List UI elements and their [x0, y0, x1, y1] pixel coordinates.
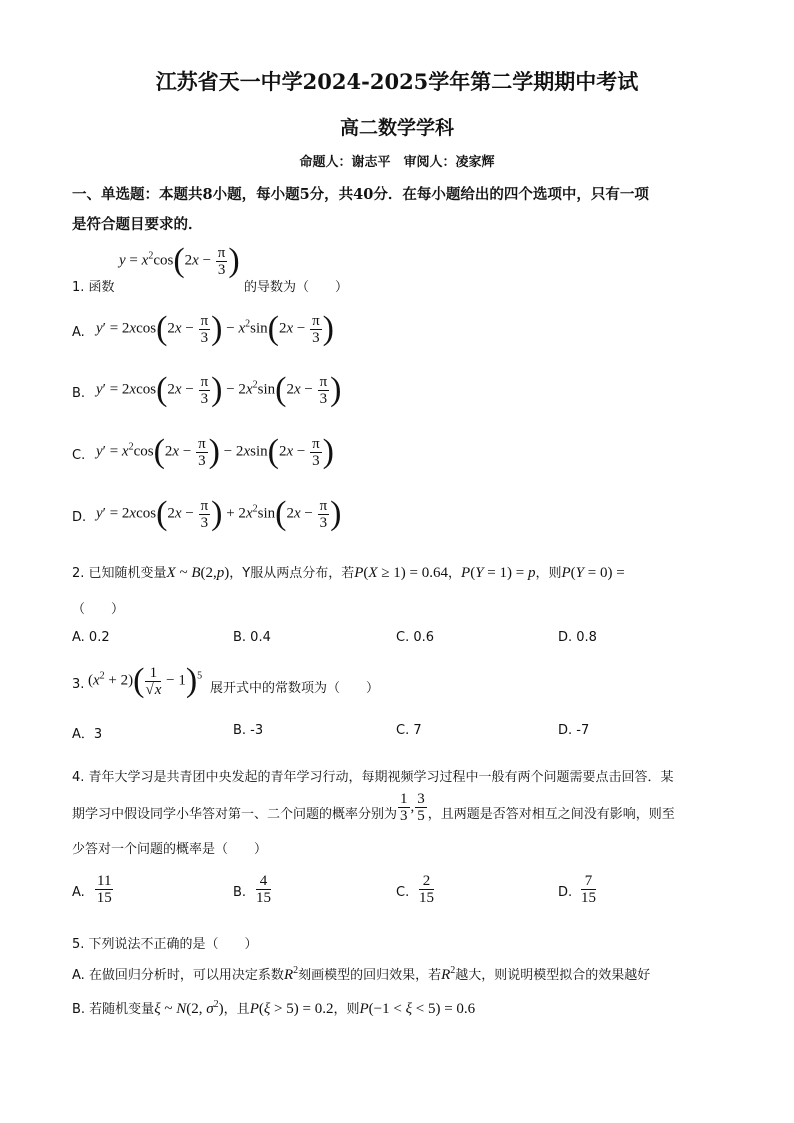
q3-num: 3.	[72, 677, 85, 692]
q5-cond: P(ξ > 5) = 0.2	[249, 1001, 334, 1017]
q1-option-c: $y' = x^2\cos(2x$ − $\frac{\pi}{3}$ ) − 2xsin(2x − $\frac{\pi}{3}$ )	[96, 433, 334, 470]
q5-option-b	[72, 998, 475, 1018]
q5-option-a-text-a: A. 在做回归分析时，可以用决定系数	[72, 968, 284, 983]
q1-option-d-label: D.	[72, 510, 87, 525]
q5-result: P(−1 < ξ < 5) = 0.6	[359, 1001, 476, 1017]
q1-option-b-label: B.	[72, 386, 86, 401]
q4-line2-b: ，且两题是否答对相互之间没有影响，则至	[427, 807, 675, 822]
q4-option-d-den: 15	[581, 890, 596, 906]
q2-blank: （ ）	[72, 602, 125, 617]
q5-option-b-text-c: ，则	[333, 1002, 360, 1017]
section-heading-line1: 一、单选题：本题共8小题，每小题5分，共40分．在每小题给出的四个选项中，只有一项	[72, 186, 649, 203]
q4-option-b-den: 15	[256, 890, 271, 906]
q5-stem: 5. 下列说法不正确的是（ ）	[72, 937, 258, 952]
q2-text-b: ，Y服从两点分布，若	[229, 566, 355, 581]
q5-option-b-text-b: ，且	[223, 1002, 250, 1017]
q4-probabilities: $\frac{1}{3}$ , $\frac{3}{5}$	[400, 791, 425, 824]
q1-prefix: 1. 函数	[72, 280, 115, 295]
q1-option-c-label: C.	[72, 448, 86, 463]
q4-option-c-den: 15	[419, 890, 434, 906]
q5-option-a	[72, 964, 650, 984]
q2-ask: P(Y = 0) =	[561, 565, 625, 581]
q1-option-b: y′ = 2xcos(2x − $\frac{\pi}{3}$ ) − $2x^2\sin(2x$ − $\frac{\pi}{3}$ )	[96, 371, 342, 408]
q4-line1: 4. 青年大学习是共青团中央发起的青年学习行动，每期视频学习过程中一般有两个问题需要点击回答．某	[72, 770, 674, 785]
q5-option-b-text-a: B. 若随机变量	[72, 1002, 155, 1017]
q1-function: $y = x^2\cos(2x$ − $\frac{\pi}{3}$ )	[119, 242, 240, 279]
q5-r-squared: $R^2$	[283, 965, 299, 983]
q2-text-d: ，则	[535, 566, 562, 581]
exam-title: 江苏省天一中学2024-2025学年第二学期期中考试	[155, 69, 639, 94]
q3-option-d: D. -7	[558, 723, 590, 738]
q4-option-d-label: D.	[558, 885, 573, 900]
q4-line2	[72, 791, 675, 824]
q2-cond1: P(X ≥ 1) = 0.64	[354, 565, 448, 581]
q4-line2-a: 期学习中假设同学小华答对第一、二个问题的概率分别为	[72, 807, 398, 822]
q1-option-a: y′ = 2xcos(2x − $\frac{\pi}{3}$ ) − $x^2\sin(2x$ − $\frac{\pi}{3}$ )	[96, 310, 334, 347]
q2-cond2: P(Y = 1) = p	[461, 565, 536, 581]
q4-line3: 少答对一个问题的概率是（ ）	[72, 842, 268, 857]
q1-suffix: 的导数为（ ）	[244, 280, 349, 295]
q4-option-a	[94, 873, 114, 906]
q4-option-b	[255, 873, 272, 906]
q5-normal-dist: ξ ~ N(2, $\sigma^2$)	[154, 999, 224, 1017]
q4-option-b-label: B.	[233, 885, 247, 900]
q1-option-a-label: A.	[72, 325, 85, 340]
q2-option-a: A. 0.2	[72, 630, 110, 645]
q5-option-a-text-c: 越大，则说明模型拟合的效果越好	[455, 968, 651, 983]
q4-option-d-num: 7	[581, 873, 596, 890]
q4-option-a-num: 11	[97, 873, 112, 889]
q2-option-c: C. 0.6	[396, 630, 435, 645]
q4-option-b-num: 4	[256, 873, 271, 890]
q5-r-squared-2: $R^2$	[441, 965, 456, 983]
q2-dist: X ~ B(2,p)	[166, 565, 230, 581]
q3-option-a: A．3	[72, 727, 103, 742]
q1-option-d: y′ = 2xcos(2x − $\frac{\pi}{3}$ ) + $2x^2\sin(2x$ − $\frac{\pi}{3}$ )	[96, 495, 342, 532]
q3-option-b: B. -3	[233, 723, 264, 738]
q3-option-c: C. 7	[396, 723, 422, 738]
q2-text-c: ，	[448, 566, 462, 581]
exam-authors: 命题人：谢志平 审阅人：凌家辉	[299, 155, 495, 170]
q4-option-d	[580, 873, 597, 906]
section-heading-line2: 是符合题目要求的．	[72, 216, 203, 233]
q4-option-c-num: 2	[419, 873, 434, 890]
q3-suffix: 展开式中的常数项为（ ）	[210, 681, 380, 696]
q4-option-c	[418, 873, 435, 906]
q4-option-c-label: C.	[396, 885, 410, 900]
q2-option-b: B. 0.4	[233, 630, 271, 645]
q3-expression: $(x^2 + 2)$( $\frac{1}{√x}$ − 1)$^5$	[88, 662, 203, 699]
q4-option-a-label: A.	[72, 885, 85, 900]
q2-option-d: D. 0.8	[558, 630, 597, 645]
q4-option-a-den: 15	[96, 890, 112, 906]
q2-text-a: 2. 已知随机变量	[72, 566, 167, 581]
q5-option-a-text-b: 刻画模型的回归效果，若	[298, 968, 442, 983]
exam-subject: 高二数学学科	[339, 117, 454, 139]
q2-stem	[72, 562, 625, 582]
